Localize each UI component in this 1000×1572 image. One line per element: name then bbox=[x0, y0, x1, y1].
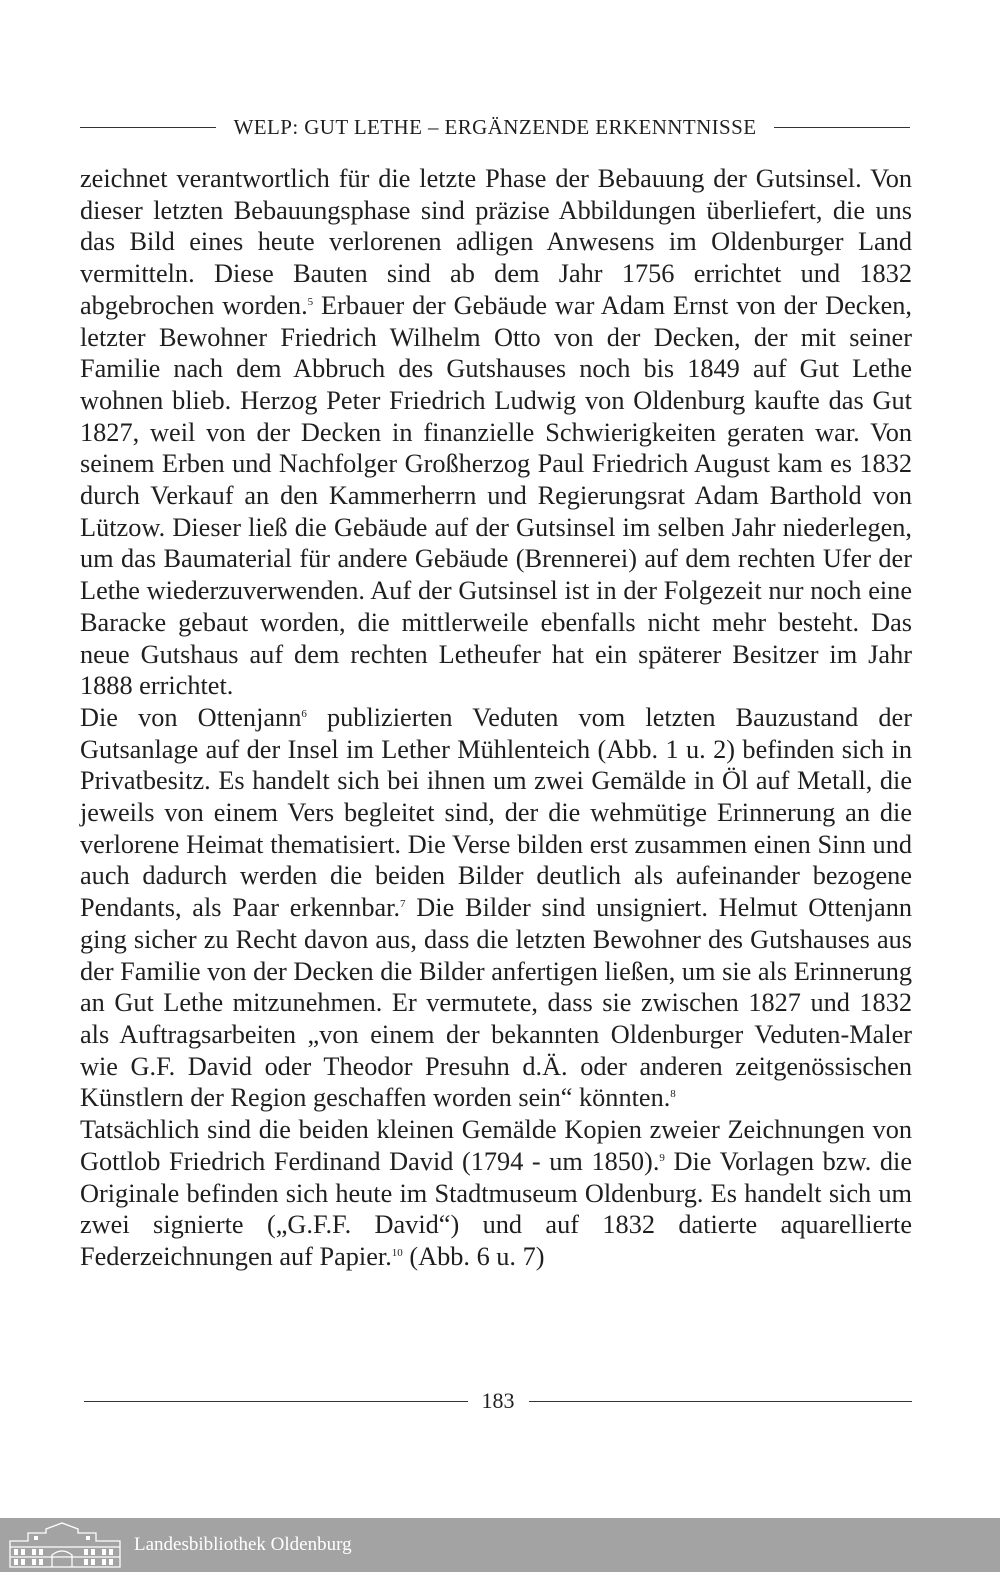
library-name: Landesbibliothek Oldenburg bbox=[134, 1534, 352, 1555]
page-number: 183 bbox=[481, 1388, 515, 1413]
paragraph-3: Tatsächlich sind die beiden kleinen Gemälde Kopien zweier Zeichnungen von Gottlob Friedrich Ferdinand David (1794 - um 1850).$^9$ Die Vorlagen bzw. die Originale befinden sich heute im Stadtmuseum Oldenburg. Es handelt sich um zwei signierte („G.F.F. David“) und auf 1832 datierte aquarellierte Federzeichnungen auf Papier.$^{10}$ (Abb. 6 u. 7) bbox=[80, 1115, 913, 1271]
body-text bbox=[80, 163, 912, 1273]
footnote-ref-10[interactable]: 10 bbox=[391, 1246, 403, 1259]
footnote-ref-9[interactable]: 9 bbox=[659, 1151, 665, 1164]
footnote-ref-6[interactable]: 6 bbox=[301, 707, 307, 720]
paragraph-1: zeichnet verantwortlich für die letzte Phase der Bebauung der Gutsinsel. Von dieser letzten Bebauungsphase sind präzise Abbildungen überliefert, die uns das Bild eines heute verlorenen adligen Anwesens im Oldenburger Land vermitteln. Diese Bauten sind ab dem Jahr 1756 errichtet und 1832 abgebrochen worden.$^5$ Erbauer der Gebäude war Adam Ernst von der Decken, letzter Bewohner Friedrich Wilhelm Otto von der Decken, der mit seiner Familie nach dem Abbruch des Gutshauses noch bis 1849 auf Gut Lethe wohnen blieb. Herzog Peter Friedrich Ludwig von Oldenburg kaufte das Gut 1827, weil von der Decken in finanzielle Schwierigkeiten geraten war. Von seinem Erben und Nachfolger Großherzog Paul Friedrich August kam es 1832 durch Verkauf an den Kammerherrn und Regierungsrat Adam Barthold von Lützow. Dieser ließ die Gebäude auf der Gutsinsel im selben Jahr niederlegen, um das Baumaterial für andere Gebäude (Brennerei) auf dem rechten Ufer der Lethe wiederzuverwenden. Auf der Gutsinsel ist in der Folgezeit nur noch eine Baracke gebaut worden, die mittlerweile ebenfalls nicht mehr besteht. Das neue Gutshaus auf dem rechten Letheufer hat ein späterer Besitzer im Jahr 1888 errichtet. bbox=[80, 164, 912, 701]
footnote-ref-8[interactable]: 8 bbox=[670, 1088, 676, 1101]
footer-rule-left bbox=[84, 1401, 468, 1402]
library-watermark-bar bbox=[0, 1518, 1000, 1572]
page-footer bbox=[84, 1386, 912, 1416]
footer-rule-right bbox=[529, 1401, 913, 1402]
footnote-ref-7[interactable]: 7 bbox=[400, 898, 406, 911]
header-rule-left bbox=[80, 127, 216, 128]
header-rule-right bbox=[774, 127, 910, 128]
running-header bbox=[80, 112, 910, 142]
paragraph-2: Die von Ottenjann$^6$ publizierten Veduten vom letzten Bauzustand der Gutsanlage auf der Insel im Lether Mühlenteich (Abb. 1 u. 2) befinden sich in Privatbesitz. Es handelt sich bei ihnen um zwei Gemälde in Öl auf Metall, die jeweils von einem Vers begleitet sind, der die wehmütige Erinnerung an die verlorene Heimat thematisiert. Die Verse bilden erst zusammen einen Sinn und auch dadurch werden die beiden Bilder deutlich als aufeinander bezogene Pendants, als Paar erkennbar.$^7$ Die Bilder sind unsigniert. Helmut Ottenjann ging sicher zu Recht davon aus, dass die letzten Bewohner des Gutshauses aus der Familie von der Decken die Bilder anfertigen ließen, um sie als Erinnerung an Gut Lethe mitzunehmen. Er vermutete, dass sie zwischen 1827 und 1832 als Auftragsarbeiten „von einem der bekannten Oldenburger Veduten-Maler wie G.F. David oder Theodor Presuhn d.Ä. oder anderen zeitgenössischen Künstlern der Region geschaffen worden sein“ könnten.$^8$ bbox=[80, 702, 913, 1113]
library-building-icon bbox=[6, 1521, 124, 1569]
header-title: WELP: GUT LETHE – ERGÄNZENDE ERKENNTNISSE bbox=[233, 114, 757, 139]
footnote-ref-5[interactable]: 5 bbox=[307, 295, 314, 308]
